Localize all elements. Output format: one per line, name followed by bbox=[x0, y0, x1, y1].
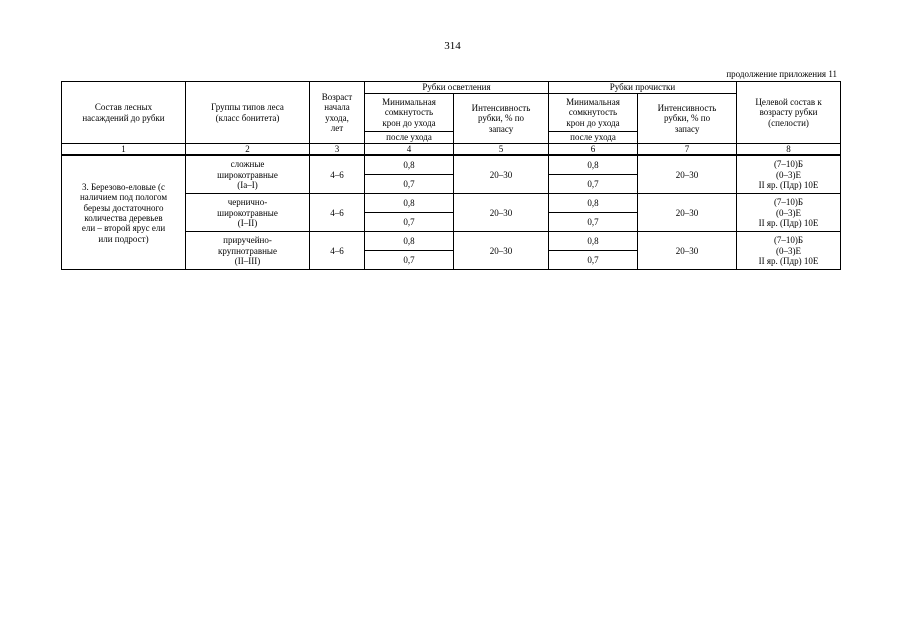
header-start-age: Возраст начала ухода, лет bbox=[310, 82, 365, 144]
density-after-osv: 0,7 bbox=[365, 251, 454, 270]
density-before-proch: 0,8 bbox=[549, 155, 638, 175]
forest-type-cell: приручейно- крупнотравные (II–III) bbox=[186, 232, 310, 270]
column-number: 1 bbox=[62, 144, 186, 156]
forest-type-cell: чернично- широкотравные (I–II) bbox=[186, 194, 310, 232]
intensity-osv-cell: 20–30 bbox=[454, 194, 549, 232]
header-after-proch: после ухода bbox=[549, 132, 638, 144]
header-min-density-osv: Минимальная сомкнутость крон до ухода bbox=[365, 94, 454, 132]
density-before-osv: 0,8 bbox=[365, 194, 454, 213]
intensity-osv-cell: 20–30 bbox=[454, 155, 549, 194]
page-number: 314 bbox=[444, 40, 461, 52]
density-after-proch: 0,7 bbox=[549, 213, 638, 232]
density-after-osv: 0,7 bbox=[365, 175, 454, 194]
target-composition-cell: (7–10)Б (0–3)Е II яр. (Пдр) 10Е bbox=[737, 155, 841, 194]
composition-cell: 3. Березово-еловые (с наличием под пологом березы достаточного количества деревьев ели – второй ярус ели или подрост) bbox=[62, 155, 186, 270]
density-after-proch: 0,7 bbox=[549, 175, 638, 194]
density-after-osv: 0,7 bbox=[365, 213, 454, 232]
forest-type-cell: сложные широкотравные (Iа–I) bbox=[186, 155, 310, 194]
start-age-cell: 4–6 bbox=[310, 232, 365, 270]
intensity-proch-cell: 20–30 bbox=[638, 232, 737, 270]
header-group-prochistka: Рубки прочистки bbox=[549, 82, 737, 94]
thinning-table bbox=[61, 81, 841, 270]
header-composition: Состав лесных насаждений до рубки bbox=[62, 82, 186, 144]
density-before-proch: 0,8 bbox=[549, 194, 638, 213]
header-target-composition: Целевой состав к возрасту рубки (спелости) bbox=[737, 82, 841, 144]
column-number: 3 bbox=[310, 144, 365, 156]
target-composition-cell: (7–10)Б (0–3)Е II яр. (Пдр) 10Е bbox=[737, 232, 841, 270]
intensity-osv-cell: 20–30 bbox=[454, 232, 549, 270]
column-number: 2 bbox=[186, 144, 310, 156]
column-number: 8 bbox=[737, 144, 841, 156]
column-number: 6 bbox=[549, 144, 638, 156]
column-number: 5 bbox=[454, 144, 549, 156]
column-number: 7 bbox=[638, 144, 737, 156]
header-min-density-proch: Минимальная сомкнутость крон до ухода bbox=[549, 94, 638, 132]
density-before-osv: 0,8 bbox=[365, 232, 454, 251]
density-before-proch: 0,8 bbox=[549, 232, 638, 251]
intensity-proch-cell: 20–30 bbox=[638, 194, 737, 232]
continuation-note: продолжение приложения 11 bbox=[726, 69, 837, 79]
target-composition-cell: (7–10)Б (0–3)Е II яр. (Пдр) 10Е bbox=[737, 194, 841, 232]
header-group-osvetlenie: Рубки осветления bbox=[365, 82, 549, 94]
density-after-proch: 0,7 bbox=[549, 251, 638, 270]
start-age-cell: 4–6 bbox=[310, 155, 365, 194]
header-intensity-proch: Интенсивность рубки, % по запасу bbox=[638, 94, 737, 144]
column-number: 4 bbox=[365, 144, 454, 156]
density-before-osv: 0,8 bbox=[365, 155, 454, 175]
start-age-cell: 4–6 bbox=[310, 194, 365, 232]
header-intensity-osv: Интенсивность рубки, % по запасу bbox=[454, 94, 549, 144]
header-forest-groups: Группы типов леса (класс бонитета) bbox=[186, 82, 310, 144]
intensity-proch-cell: 20–30 bbox=[638, 155, 737, 194]
header-after-osv: после ухода bbox=[365, 132, 454, 144]
